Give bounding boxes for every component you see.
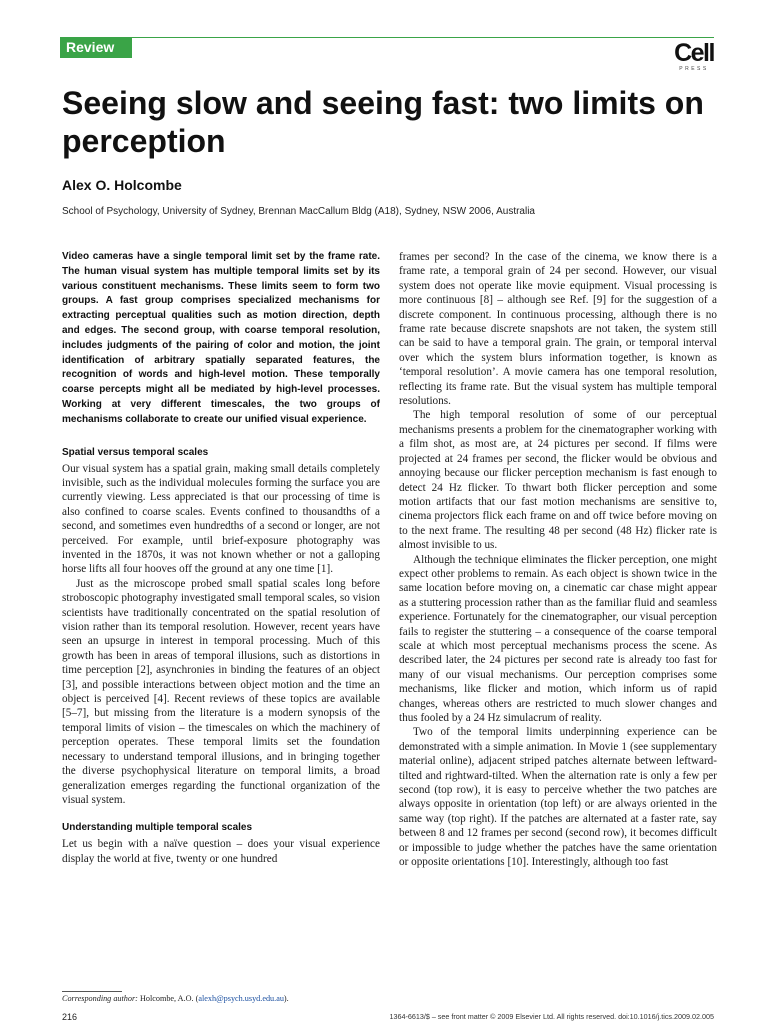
footnote-rule bbox=[62, 991, 122, 992]
footnote-end: ). bbox=[283, 994, 289, 1003]
body-paragraph: Although the technique eliminates the flicker perception, one might expect other problems to remain. As each object is shown twice in the same location before moving on, a cinematic car chase might appear as a stuttering procession rather than as the familiar fluid and seamless experience. Fortunately for the cinematographer, our visual perception fails to register the stuttering – a consequence of the coarse temporal scale at which most perceptual mechanisms process the scene. As described later, the 24 pictures per second rate is already too fast for many of our visual mechanisms. Our perception comprises some mechanisms, like flicker and motion, which inform us of rapid changes, whereas others are restricted to much slower changes and thus fooled by a 24 Hz simulacrum of reality. bbox=[399, 553, 717, 724]
header-rule bbox=[60, 37, 714, 38]
body-paragraph: Just as the microscope probed small spatial scales long before stroboscopic photography investigated small temporal scales, so vision scientists have traditionally concentrated on the spatial resolution of vision rather than its temporal resolution. However, recent years have seen an upsurge in interest in temporal processing. Much of this growth has been in areas of temporal illusions, such as distortions in time perception [2], asynchronies in binding the features of an object [3], and possible interactions between object motion and the time an object is perceived [4]. Recent reviews of these topics are available [5–7], but missing from the literature is a modern synopsis of the temporal limits of vision – the timescales on which the machinery of perception operates. These temporal limits set the foundation necessary to understand temporal illusions, and in bringing together the diverse psychophysical literature on temporal limits, a broad generalization emerges regarding the functional organization of the visual system. bbox=[62, 577, 380, 806]
section-heading-temporal: Understanding multiple temporal scales bbox=[62, 822, 253, 834]
article-author: Alex O. Holcombe bbox=[62, 177, 182, 193]
page-number: 216 bbox=[62, 1012, 78, 1022]
footnote-text: Holcombe, A.O. ( bbox=[137, 994, 199, 1003]
section-tag: Review bbox=[60, 37, 132, 58]
body-paragraph: frames per second? In the case of the cinema, we know there is a frame rate, a temporal grain of 24 per second. However, our visual system does not operate like movie equipment. Visual processing is more continuous [8] – although see Ref. [9] for the suggestion of a discrete component. In continuous processing, although there is no frame rate because discrete snapshots are not taken, the system still can be said to have a temporal grain. The grain, or temporal interval over which the system blurs information together, is known as ‘temporal resolution’. A movie camera has one temporal resolution, reflecting its frame rate. But the visual system has multiple temporal resolutions. bbox=[399, 251, 717, 408]
abstract: Video cameras have a single temporal limit set by the frame rate. The human visual system has multiple temporal limits set by its various constituent mechanisms. These limits seem to form two groups. A fast group comprises specialized mechanisms for extracting perceptual qualities such as motion direction, depth and edges. The second group, with coarse temporal resolution, includes judgments of the pairing of color and motion, the joint identification of arbitrary spatially separated features, the recognition of words and high-level motion. These temporally coarse percepts might all be mediated by high-level processes. Working at very different timescales, the two groups of mechanisms collaborate to create our unified visual experience. bbox=[62, 251, 380, 425]
body-paragraph: Our visual system has a spatial grain, making small details completely invisible, such as the individual molecules forming the surface you are currently viewing. Less appreciated is that our processing of time is also confined to coarse scales. Events confined to thousandths of a second, and sometimes even hundredths of a second or longer, are not perceived. For example, until brief-exposure photography was invented in the 1870s, it was not known whether or not a galloping horse lifts all four hooves off the ground at any one time [1]. bbox=[62, 462, 380, 576]
body-paragraph: Let us begin with a naïve question – does your visual experience display the world at five, twenty or one hundred bbox=[62, 838, 380, 865]
corresponding-author-footnote bbox=[62, 994, 289, 1003]
body-paragraph: The high temporal resolution of some of our perceptual mechanisms presents a problem for the cinematographer working with a film shot, as most are, at 24 pictures per second. If films were projected at 24 frames per second, the flicker would be obvious and annoying because our flicker perception mechanism is fast enough to detect 24 Hz flicker. To thwart both flicker perception and some motion artifacts that our fast motion mechanisms are sensitive to, cinema projectors flick each frame on and off twice before moving on to the next frame. The resulting 48 per second (48 Hz) flicker rate is almost invisible to us. bbox=[399, 409, 717, 552]
author-email-link[interactable]: alexh@psych.usyd.edu.au bbox=[198, 994, 284, 1003]
body-paragraph: Two of the temporal limits underpinning experience can be demonstrated with a simple animation. In Movie 1 (see supplementary material online), adjacent striped patches alternate between leftward-tilted and rightward-tilted. When the alternation rate is only a few per second (top row), it is easy to perceive whether the two patches are always opposite in orientation (top left) or are always oriented in the same way (top right). If the patches are alternated at a faster rate, say between 8 and 12 frames per second (second row), it becomes difficult or impossible to judge whether the patches have the same orientation or opposite orientations [10]. Interestingly, although too fast bbox=[399, 726, 717, 869]
journal-logo-word: Cell bbox=[674, 39, 714, 67]
footnote-label: Corresponding author: bbox=[62, 994, 138, 1003]
right-column bbox=[399, 250, 717, 869]
journal-logo-sub: PRESS bbox=[679, 66, 709, 72]
section-heading-spatial: Spatial versus temporal scales bbox=[62, 446, 209, 458]
article-title: Seeing slow and seeing fast: two limits on perception bbox=[62, 85, 704, 159]
copyright-line: 1364-6613/$ – see front matter © 2009 Elsevier Ltd. All rights reserved. doi:10.1016/j.tics.2009.02.005 bbox=[389, 1012, 714, 1021]
journal-logo bbox=[671, 40, 717, 74]
left-column bbox=[62, 250, 380, 866]
author-affiliation: School of Psychology, University of Sydney, Brennan MacCallum Bldg (A18), Sydney, NSW 2006, Australia bbox=[62, 206, 535, 217]
